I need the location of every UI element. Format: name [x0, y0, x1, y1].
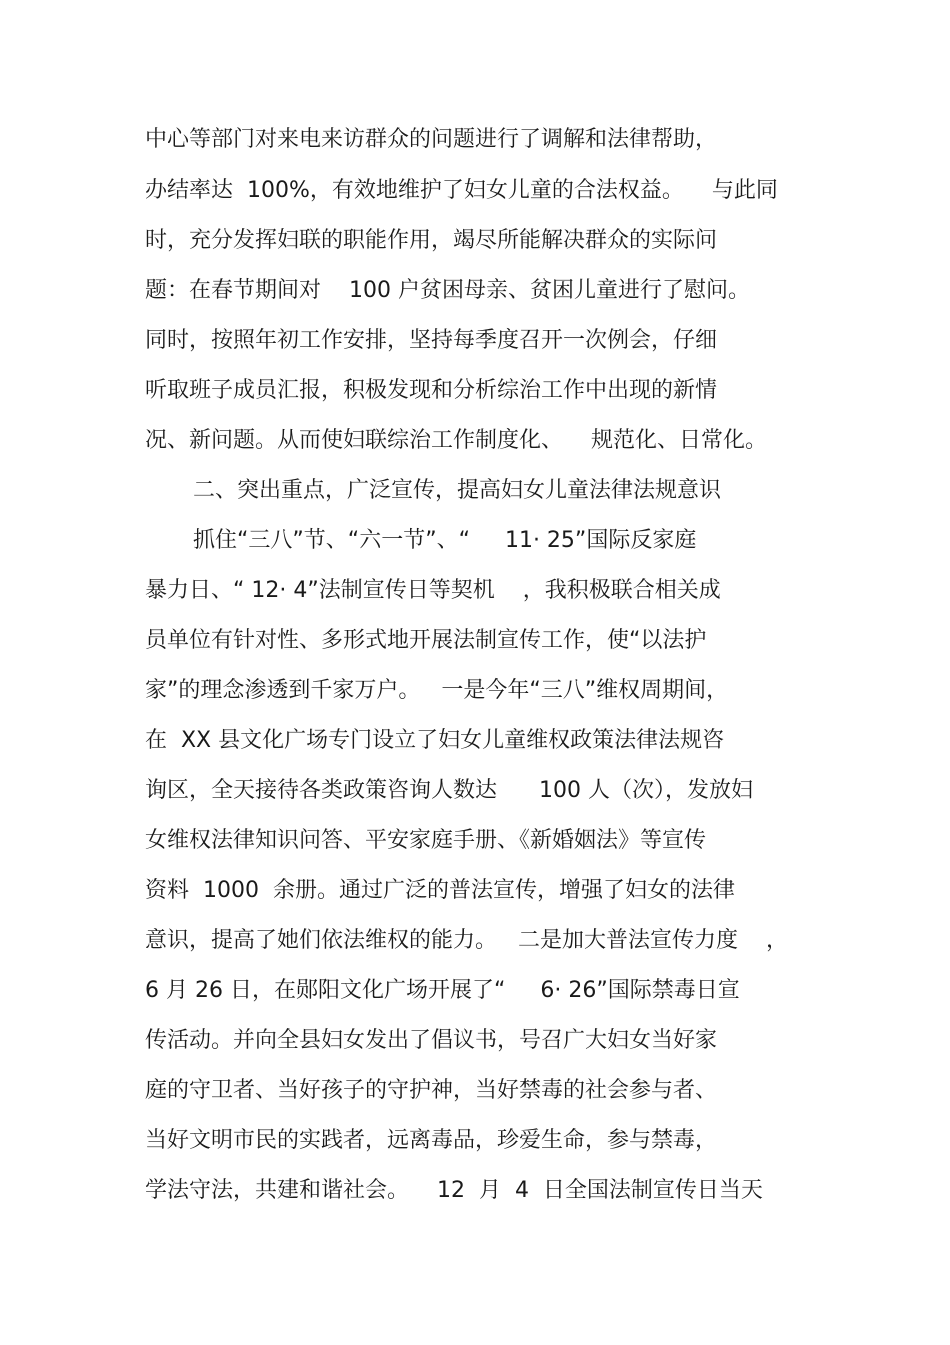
text-line: 员单位有针对性、多形式地开展法制宣传工作，使“以法护	[145, 628, 707, 653]
text-line: 抓住“三八”节、“六一节”、“ 11· 25”国际反家庭	[193, 528, 697, 553]
text-line: 学法守法，共建和谐社会。 12 月 4 日全国法制宣传日当天	[145, 1178, 763, 1203]
text-line: 6 月 26 日，在郧阳文化广场开展了“ 6· 26”国际禁毒日宣	[145, 978, 740, 1003]
text-line: 在 XX 县文化广场专门设立了妇女儿童维权政策法律法规咨	[145, 728, 725, 753]
text-line: 同时，按照年初工作安排，坚持每季度召开一次例会，仔细	[145, 328, 718, 353]
text-line: 题：在春节期间对 100 户贫困母亲、贫困儿童进行了慰问。	[145, 278, 750, 303]
text-line: 传活动。并向全县妇女发出了倡议书，号召广大妇女当好家	[145, 1028, 718, 1053]
text-line: 当好文明市民的实践者，远离毒品，珍爱生命，参与禁毒，	[145, 1128, 718, 1153]
text-line: 况、新问题。从而使妇联综治工作制度化、 规范化、日常化。	[145, 428, 767, 453]
text-line: 时，充分发挥妇联的职能作用，竭尽所能解决群众的实际问	[145, 228, 718, 253]
text-line: 办结率达 100%，有效地维护了妇女儿童的合法权益。 与此同	[145, 178, 778, 203]
section-heading: 二、突出重点，广泛宣传，提高妇女儿童法律法规意识	[193, 478, 722, 503]
text-line: 暴力日、“ 12· 4”法制宣传日等契机 ，我积极联合相关成	[145, 578, 721, 603]
text-line: 家”的理念渗透到千家万户。 一是今年“三八”维权周期间，	[145, 678, 729, 703]
text-line: 听取班子成员汇报，积极发现和分析综治工作中出现的新情	[145, 378, 718, 403]
text-line: 中心等部门对来电来访群众的问题进行了调解和法律帮助，	[145, 127, 718, 152]
text-line: 资料 1000 余册。通过广泛的普法宣传，增强了妇女的法律	[145, 878, 735, 903]
text-line: 意识，提高了她们依法维权的能力。 二是加大普法宣传力度 ，	[145, 928, 788, 953]
text-line: 女维权法律知识问答、平安家庭手册、《新婚姻法》等宣传	[145, 828, 707, 853]
text-line: 询区，全天接待各类政策咨询人数达 100 人（次），发放妇	[145, 778, 753, 803]
text-line: 庭的守卫者、当好孩子的守护神，当好禁毒的社会参与者、	[145, 1078, 718, 1103]
